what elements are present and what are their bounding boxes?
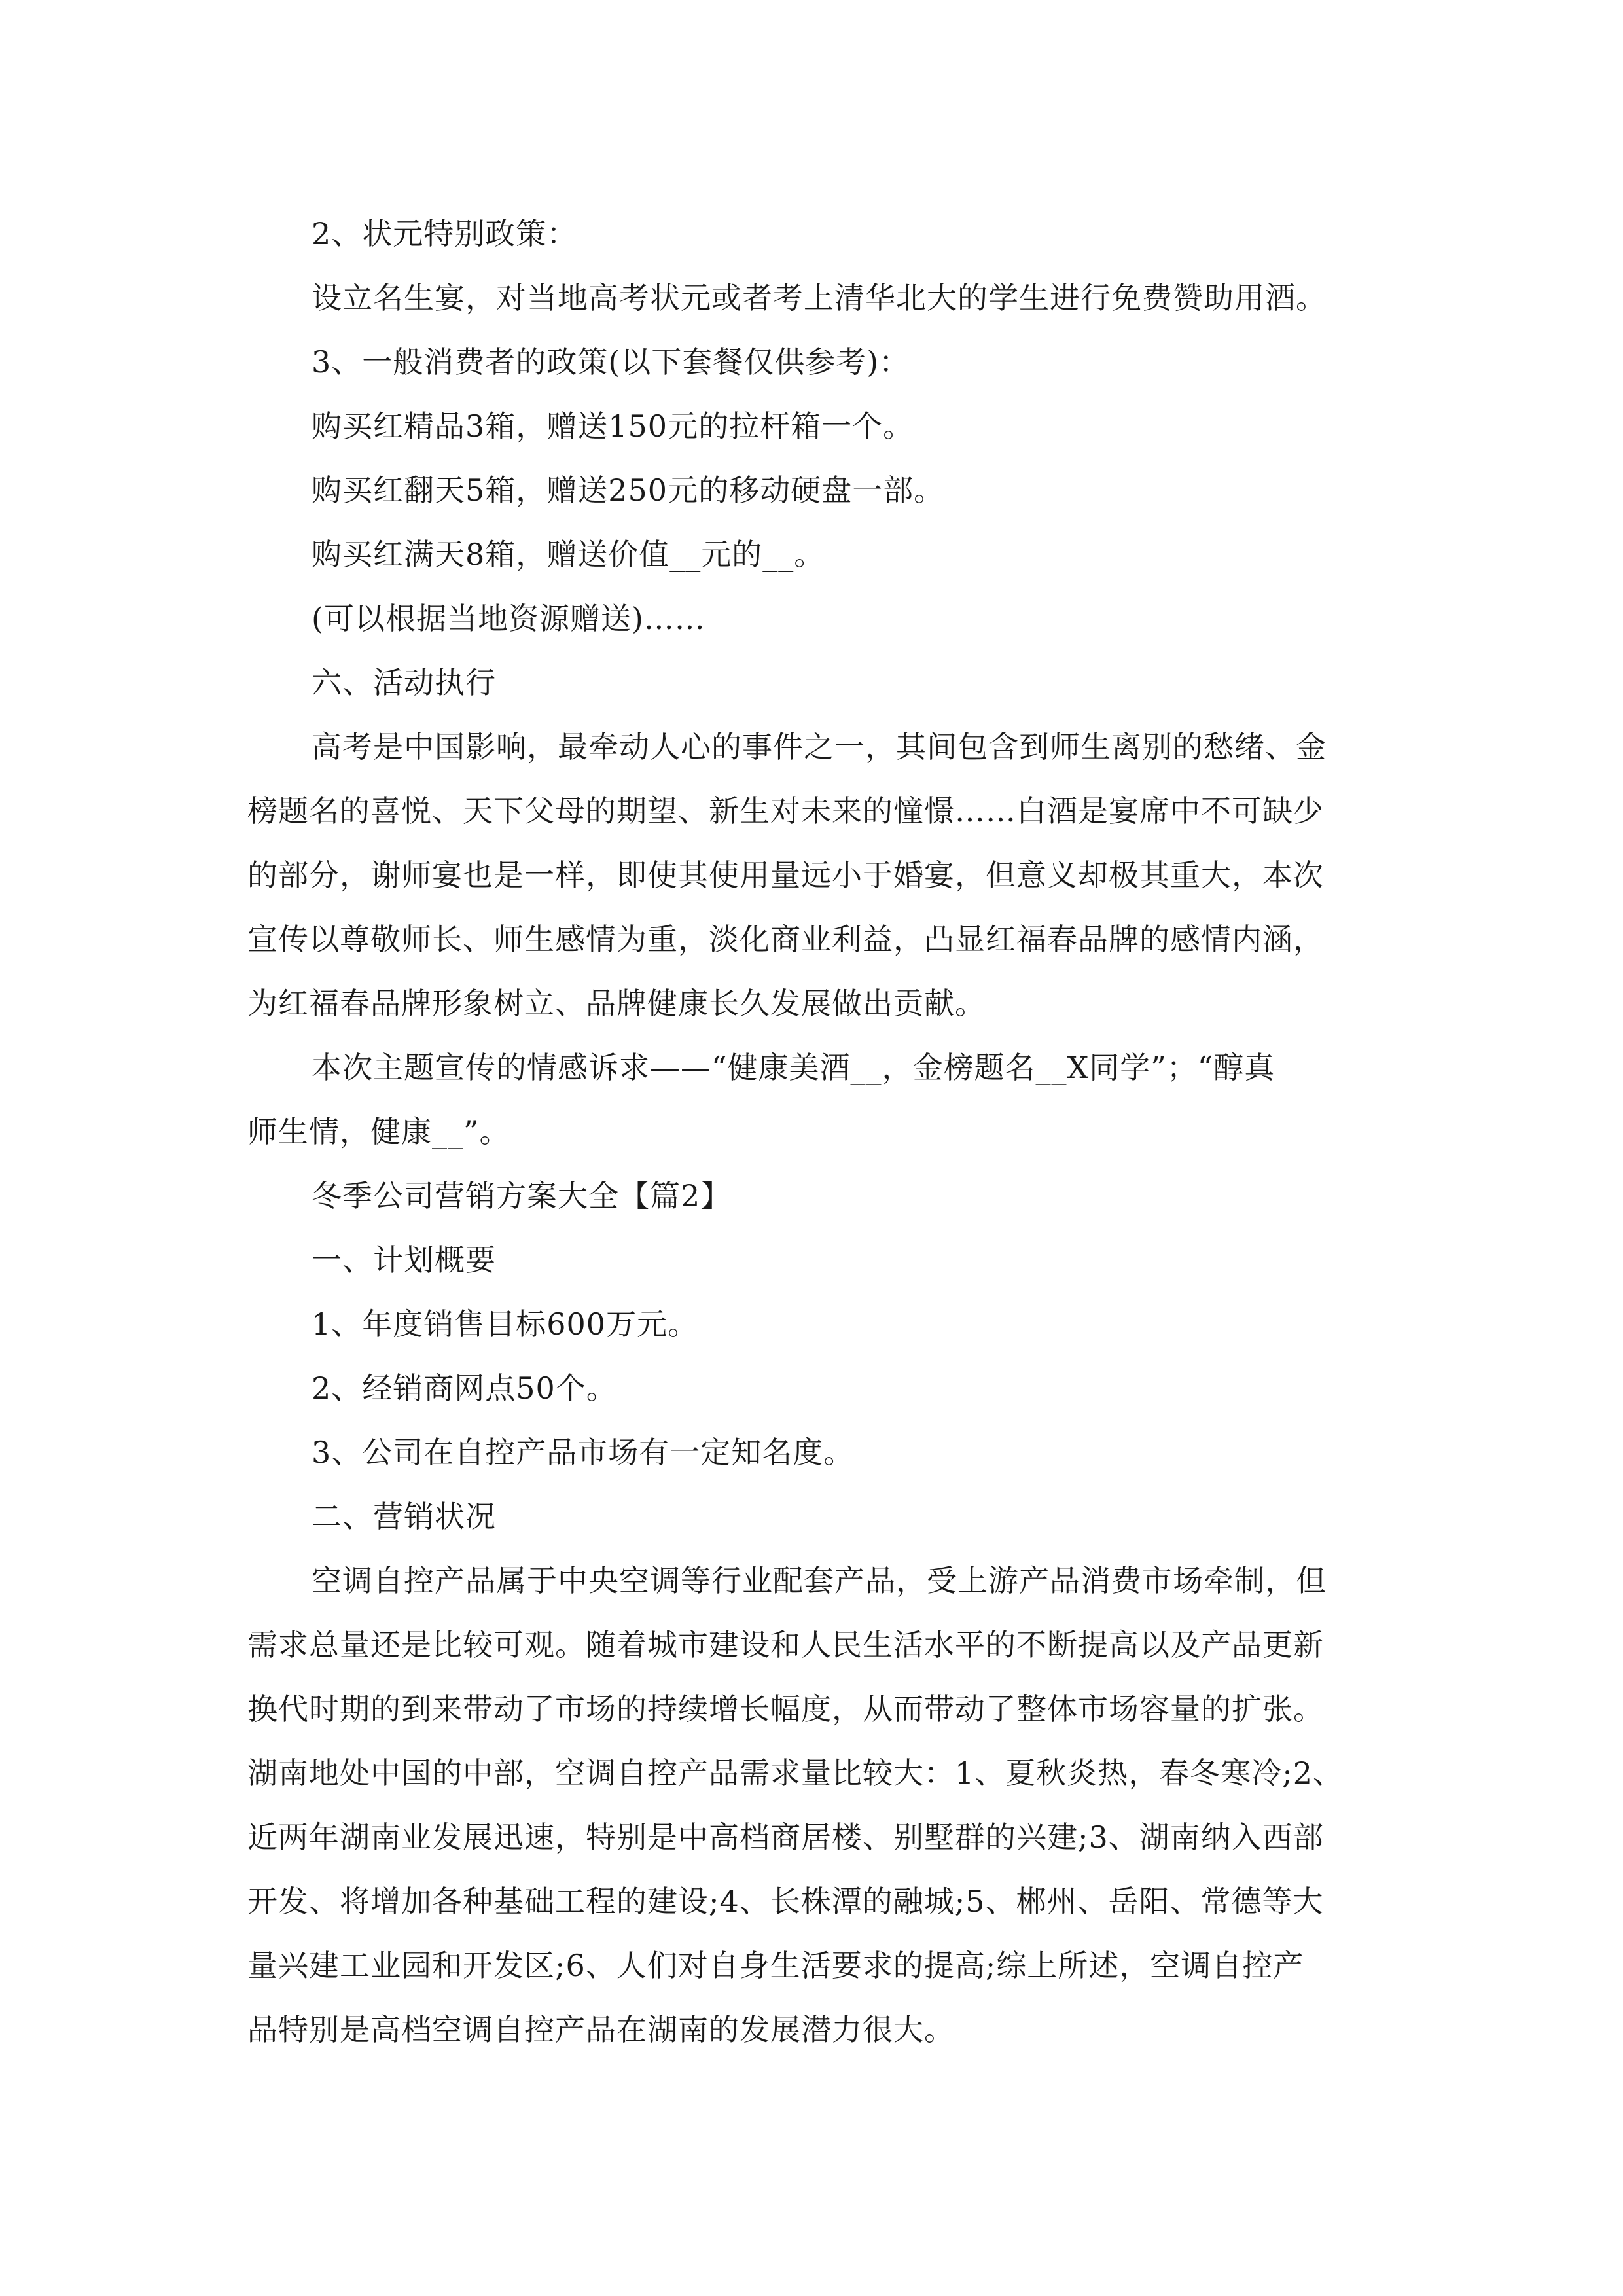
text-line: (可以根据当地资源赠送)…… — [312, 601, 705, 636]
paragraph-line: 近两年湖南业发展迅速，特别是中高档商居楼、别墅群的兴建;3、湖南纳入西部 — [247, 1820, 1324, 1855]
text-line: 设立名生宴，对当地高考状元或者考上清华北大的学生进行免费赞助用酒。 — [312, 280, 1327, 315]
text-line: 3、公司在自控产品市场有一定知名度。 — [312, 1435, 855, 1470]
paragraph-line: 量兴建工业园和开发区;6、人们对自身生活要求的提高;综上所述，空调自控产 — [247, 1948, 1304, 1983]
paragraph-line: 榜题名的喜悦、天下父母的期望、新生对未来的憧憬……白酒是宴席中不可缺少 — [247, 793, 1324, 829]
text-line: 2、经销商网点50个。 — [312, 1371, 617, 1406]
section-heading: 六、活动执行 — [312, 665, 496, 700]
text-line: 购买红满天8箱，赠送价值__元的__。 — [312, 537, 825, 572]
paragraph-line: 湖南地处中国的中部，空调自控产品需求量比较大：1、夏秋炎热，春冬寒冷;2、 — [247, 1755, 1344, 1791]
text-line: 购买红翻天5箱，赠送250元的移动硬盘一部。 — [312, 473, 945, 508]
paragraph-line: 空调自控产品属于中央空调等行业配套产品，受上游产品消费市场牵制，但 — [312, 1563, 1327, 1598]
paragraph-theme — [247, 1035, 1387, 1164]
paragraph-market — [247, 1549, 1387, 2062]
paragraph-line: 的部分，谢师宴也是一样，即使其使用量远小于婚宴，但意义却极其重大，本次 — [247, 857, 1324, 893]
document-body — [247, 202, 1387, 2062]
paragraph-line: 换代时期的到来带动了市场的持续增长幅度，从而带动了整体市场容量的扩张。 — [247, 1691, 1324, 1727]
section-heading: 一、计划概要 — [312, 1242, 496, 1278]
paragraph-line: 为红福春品牌形象树立、品牌健康长久发展做出贡献。 — [247, 986, 986, 1021]
text-line: 3、一般消费者的政策(以下套餐仅供参考)： — [312, 344, 910, 380]
paragraph-line: 需求总量还是比较可观。随着城市建设和人民生活水平的不断提高以及产品更新 — [247, 1627, 1324, 1662]
paragraph-line: 本次主题宣传的情感诉求——“健康美酒__，金榜题名__X同学”；“醇真 — [312, 1050, 1275, 1085]
article-title: 冬季公司营销方案大全【篇2】 — [312, 1178, 732, 1213]
paragraph-line: 宣传以尊敬师长、师生感情为重，淡化商业利益，凸显红福春品牌的感情内涵， — [247, 922, 1324, 957]
paragraph-line: 开发、将增加各种基础工程的建设;4、长株潭的融城;5、郴州、岳阳、常德等大 — [247, 1884, 1324, 1919]
paragraph-line: 师生情，健康__”。 — [247, 1114, 510, 1149]
text-line: 购买红精品3箱，赠送150元的拉杆箱一个。 — [312, 408, 914, 444]
paragraph-line: 品特别是高档空调自控产品在湖南的发展潜力很大。 — [247, 2012, 955, 2047]
paragraph-line: 高考是中国影响，最牵动人心的事件之一，其间包含到师生离别的愁绪、金 — [312, 729, 1327, 764]
paragraph-activity — [247, 715, 1387, 1035]
section-heading: 二、营销状况 — [312, 1499, 496, 1534]
text-line: 1、年度销售目标600万元。 — [312, 1306, 699, 1342]
text-line: 2、状元特别政策： — [312, 216, 578, 251]
